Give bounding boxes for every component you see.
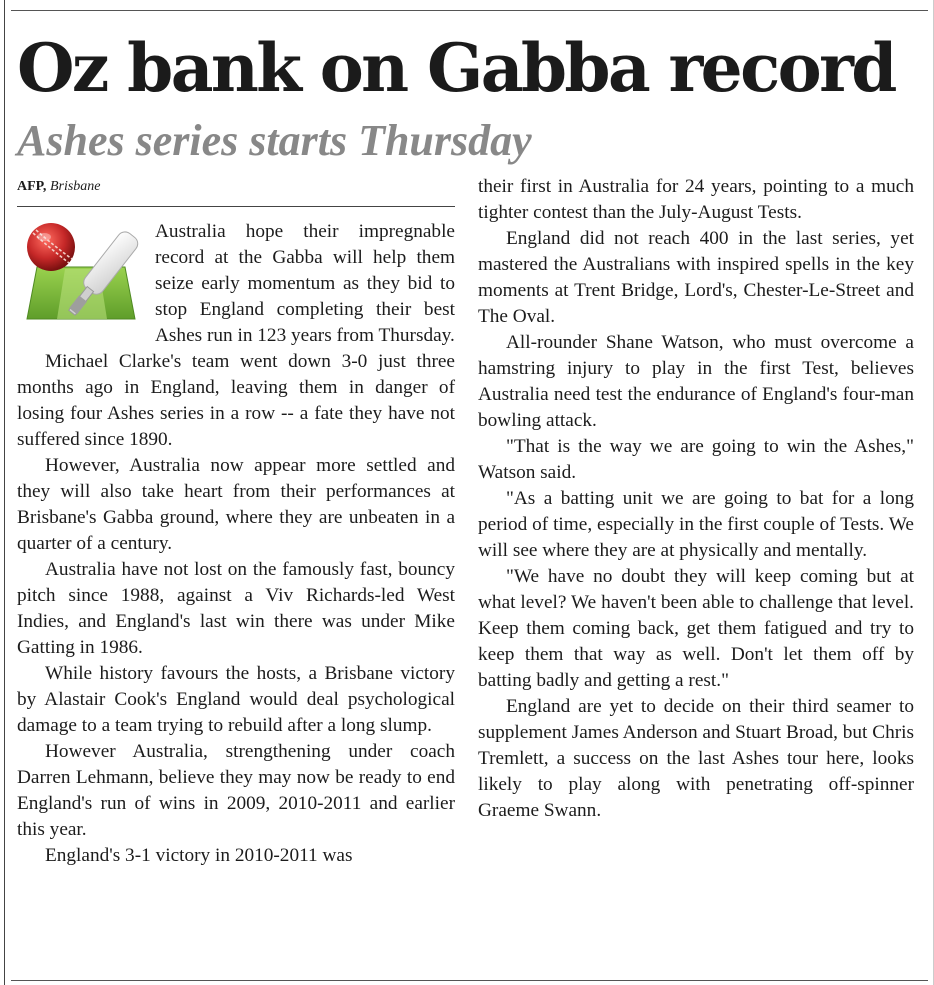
bottom-rule	[11, 980, 928, 981]
subheadline: Ashes series starts Thursday	[17, 116, 532, 165]
paragraph: England are yet to decide on their third seamer to supplement James Anderson and Stuart Broad, but Chris Tremlett, a success on the last Ashes tour here, looks likely to play along with penetrating off-spinner Graeme Swann.	[478, 696, 914, 821]
paragraph: Australia have not lost on the famously fast, bouncy pitch since 1988, against a Viv Richards-led West Indies, and England's last win there was under Mike Gatting in 1986.	[17, 559, 455, 658]
article-column-2	[478, 174, 914, 824]
cricket-icon	[17, 219, 145, 341]
paragraph: While history favours the hosts, a Brisbane victory by Alastair Cook's England would deal psychological damage to a team trying to rebuild after a long slump.	[17, 663, 455, 736]
byline-agency: AFP,	[17, 179, 47, 194]
paragraph: However, Australia now appear more settled and they will also take heart from their performances at Brisbane's Gabba ground, where they are unbeaten in a quarter of a century.	[17, 455, 455, 554]
byline-rule	[17, 206, 455, 207]
byline	[17, 178, 101, 196]
paragraph: England's 3-1 victory in 2010-2011 was	[45, 845, 353, 866]
paragraph: "As a batting unit we are going to bat for a long period of time, especially in the first couple of Tests. We will see where they are at physically and mentally.	[478, 488, 914, 561]
paragraph: Australia hope their impregnable record at the Gabba will help them seize early momentum as they bid to stop England completing their best Ashes run in 123 years from Thursday.	[155, 221, 455, 346]
paragraph: Michael Clarke's team went down 3-0 just three months ago in England, leaving them in danger of losing four Ashes series in a row -- a fate they have not suffered since 1890.	[17, 351, 455, 450]
paragraph: However Australia, strengthening under coach Darren Lehmann, believe they may now be ready to end England's run of wins in 2009, 2010-2011 and earlier this year.	[17, 741, 455, 840]
paragraph: "That is the way we are going to win the Ashes," Watson said.	[478, 436, 914, 483]
paragraph: England did not reach 400 in the last series, yet mastered the Australians with inspired spells in the key moments at Trent Bridge, Lord's, Chester-Le-Street and The Oval.	[478, 228, 914, 327]
byline-place: Brisbane	[49, 179, 101, 194]
article-column-1	[17, 219, 455, 869]
headline: Oz bank on Gabba record	[17, 29, 895, 107]
paragraph: "We have no doubt they will keep coming but at what level? We haven't been able to challenge that level. Keep them coming back, get them fatigued and try to keep them that way as well. Don't let them off by batting badly and getting a rest."	[478, 566, 914, 691]
left-edge	[4, 0, 5, 985]
paragraph: All-rounder Shane Watson, who must overcome a hamstring injury to play in the first Test, believes Australia need test the endurance of England's four-man bowling attack.	[478, 332, 914, 431]
top-rule	[11, 10, 928, 11]
paragraph: their first in Australia for 24 years, pointing to a much tighter contest than the July-August Tests.	[478, 176, 914, 223]
